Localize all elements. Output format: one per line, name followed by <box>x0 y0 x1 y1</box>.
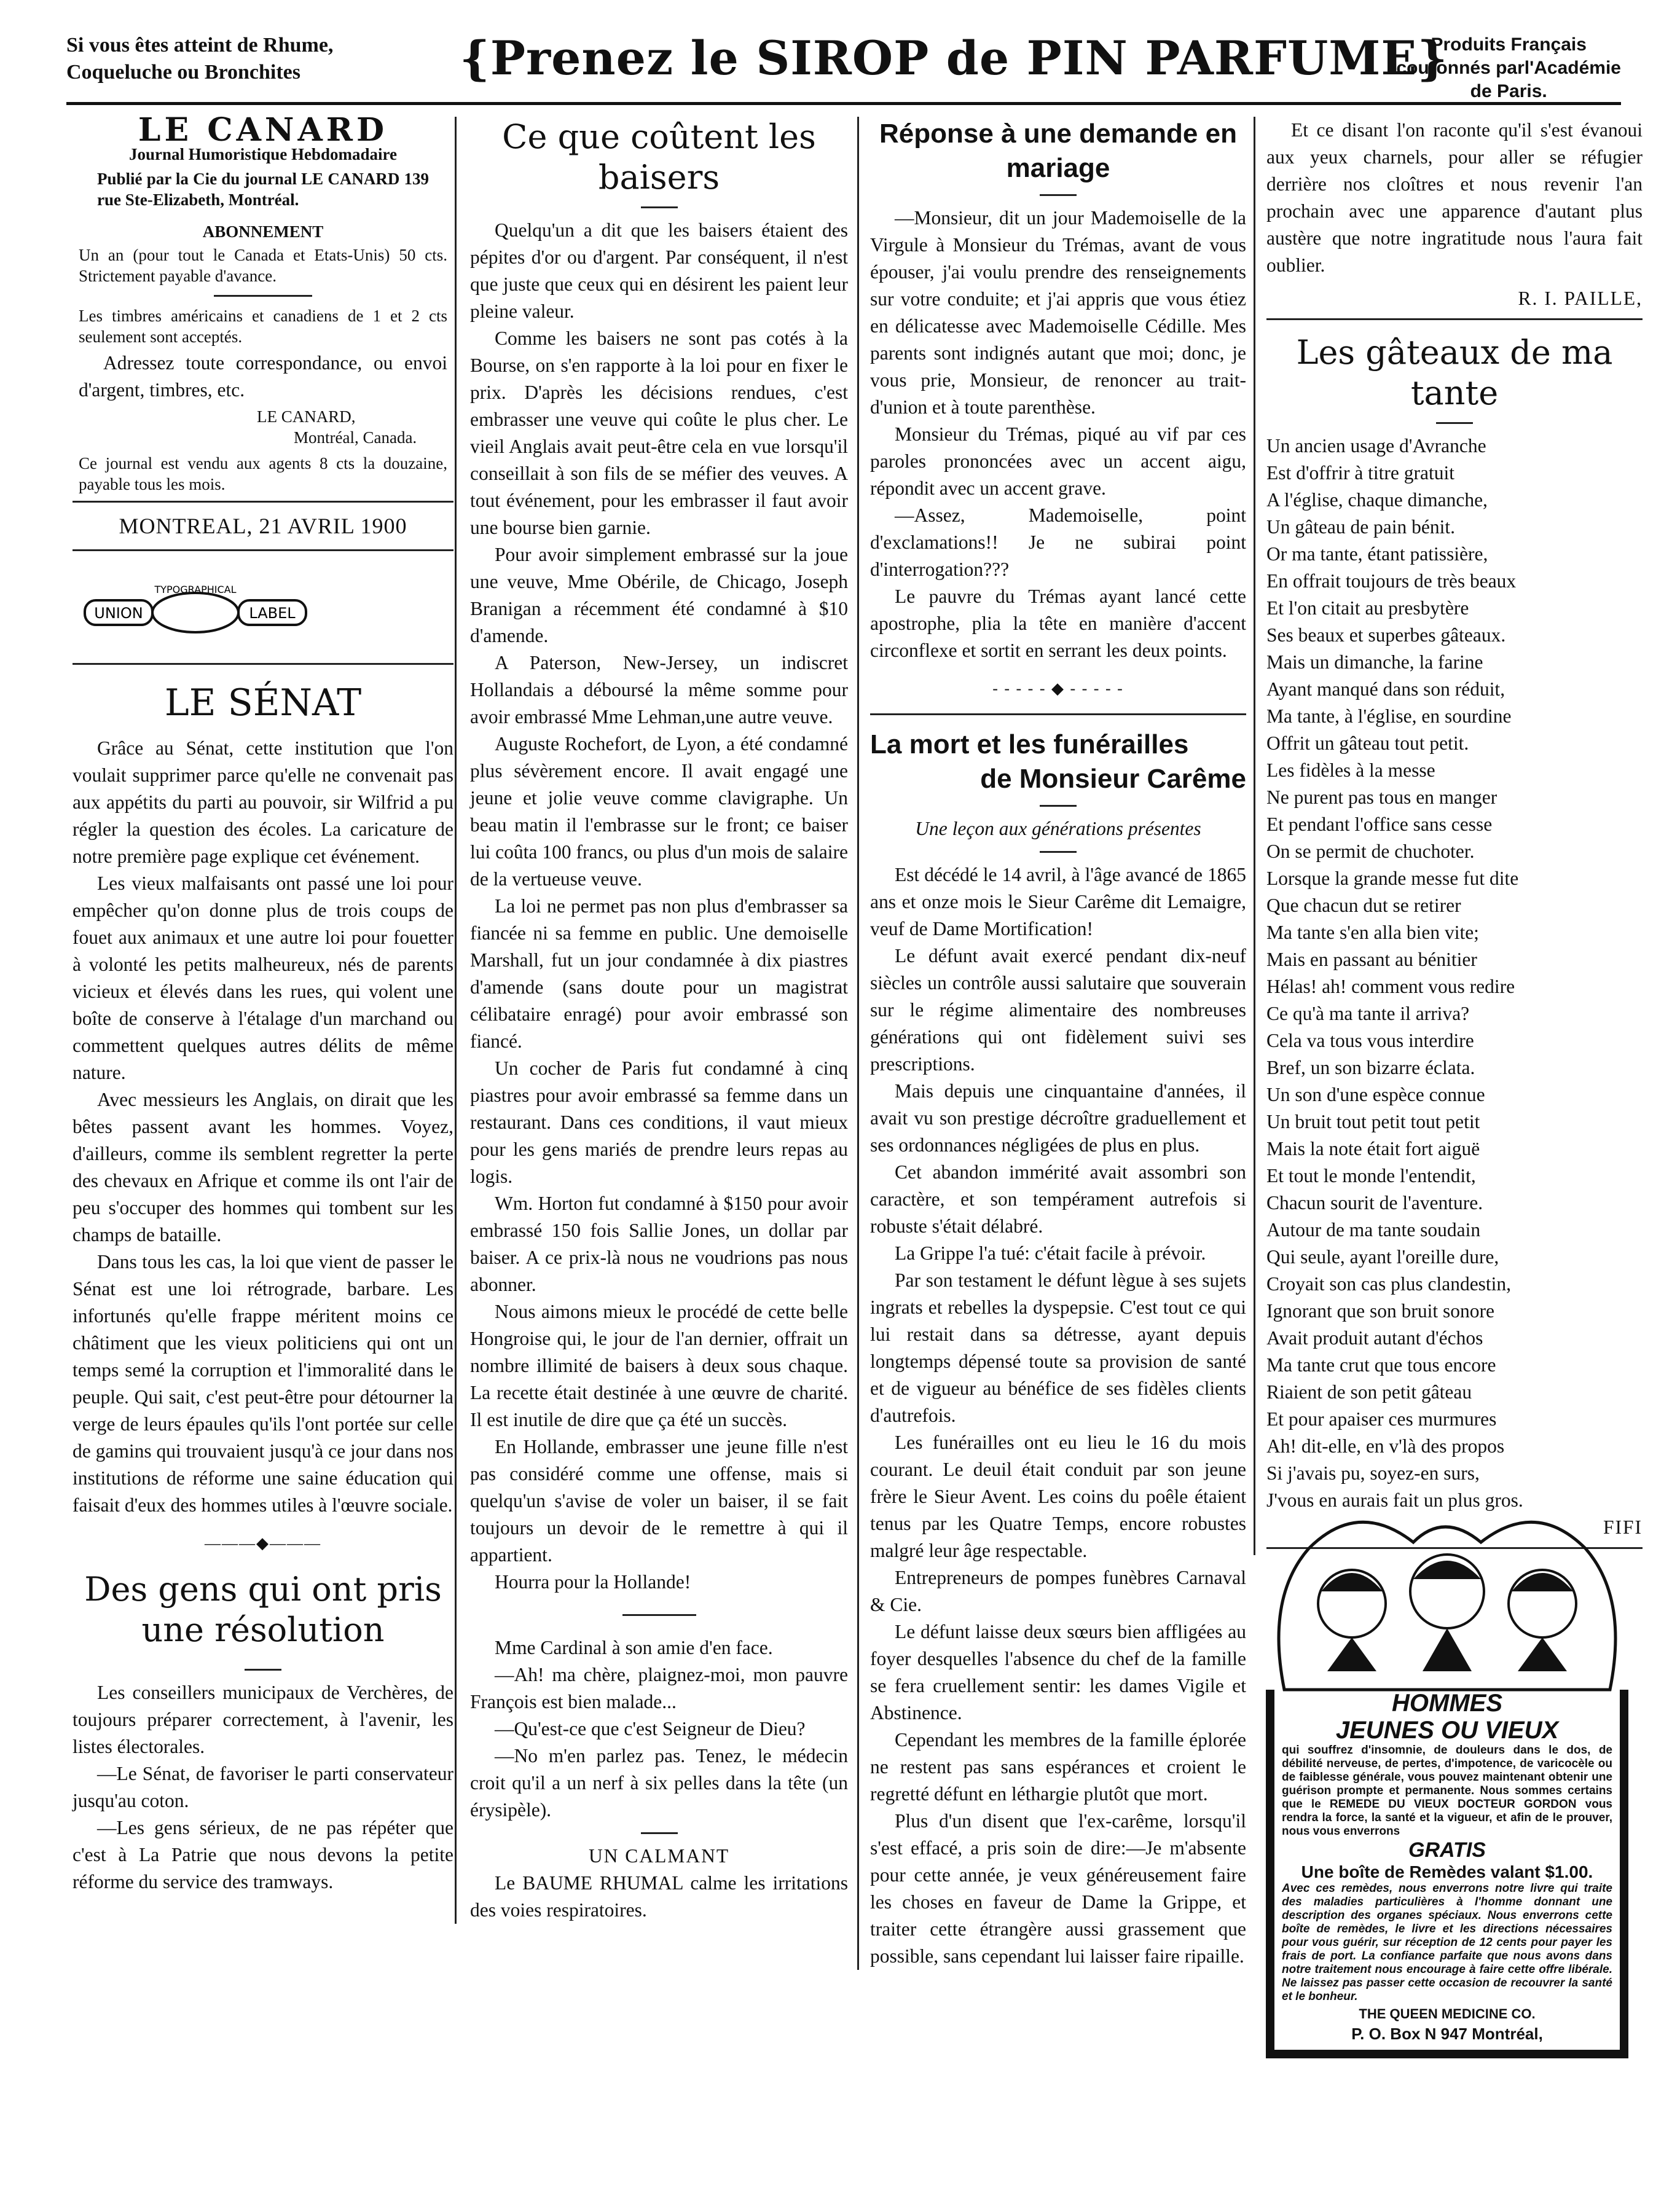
column-2 <box>455 117 848 1924</box>
poem-line: Riaient de son petit gâteau <box>1266 1381 1472 1403</box>
ad-offer: Une boîte de Remèdes valant $1.00. <box>1301 1862 1593 1881</box>
portraits-illustration <box>1260 1487 1635 1720</box>
careme-subtitle: Une leçon aux générations présentes <box>915 818 1201 839</box>
baisers-paragraph: Quelqu'un a dit que les baisers étaient des pépites d'or ou d'argent. Par conséquent, il n'est que juste que ceux qui en désirent les paient leur pleine valeur. <box>470 219 848 322</box>
poem-line: Et tout le monde l'entendit, <box>1266 1165 1476 1186</box>
poem-line: Croyait son cas plus clandestin, <box>1266 1273 1512 1295</box>
label-left-text: UNION <box>94 605 143 622</box>
divider <box>245 1669 281 1671</box>
poem-line: Chacun sourit de l'aventure. <box>1266 1192 1483 1214</box>
divider <box>73 663 453 665</box>
poem-line: Avait produit autant d'échos <box>1266 1327 1483 1349</box>
gateaux-signature: FIFI <box>1603 1516 1643 1538</box>
poem-line: Ma tante crut que tous encore <box>1266 1354 1496 1376</box>
senat-paragraph: Dans tous les cas, la loi que vient de passer le Sénat est une loi rétrograde, barbare. Les infortunés qu'elle frappe méritent moins ce châtiment que les vieux politiciens qui ont un temps semé la corruption et l'immoralité dans le peuple. Qui sait, c'est peut-être pour détourner la verge de leurs épaules qu'ils l'ont portée sur celle de gamins qui trouvaient jusqu'à ce jour dans nos institutions de réforme une saine éducation qui faisait d'eux des hommes utiles à l'œuvre sociale. <box>73 1251 453 1516</box>
baisers-paragraph: Auguste Rochefort, de Lyon, a été condamné plus sévèrement encore. Il avait engagé une jeune et jolie veuve comme clavigraphe. Un beau matin il l'embrasse sur le front; ce baiser lui coûta 100 francs, ou plus d'un mois de salaire de la vertueuse veuve. <box>470 733 848 890</box>
gateaux-title: Les gâteaux de ma tante <box>1296 333 1613 412</box>
correspondence-notice: Adressez toute correspondance, ou envoi d'argent, timbres, etc. <box>79 352 447 401</box>
resolution-paragraph: —Le Sénat, de favoriser le parti conservateur jusqu'au coton. <box>73 1763 453 1811</box>
ad-body-text: qui souffrez d'insomnie, de douleurs dans le dos, de débilité nerveuse, de pertes, d'impotence, de varicocèle ou de faiblesse générale, vous pouvez maintenant obtenir une guérison prompte et permanente. Nous sommes certains que le REMEDE DU VIEUX DOCTEUR GORDON vous rendra la force, la santé et la vigueur, et afin de le prouver, nous vous enverrons <box>1282 1744 1612 1838</box>
baisers-paragraph: Pour avoir simplement embrassé sur la joue une veuve, Mme Obérile, de Chicago, Joseph Branigan a récemment été condamné à $10 d'amende. <box>470 544 848 646</box>
divider <box>622 1614 696 1616</box>
ad-headline-1: HOMMES <box>1392 1690 1502 1717</box>
senat-paragraph: Grâce au Sénat, cette institution que l'on voulait supprimer parce qu'elle ne convenait pas aux appétits du parti au pouvoir, sir Wilfrid a pu régler la question des écoles. La caricature de notre première page explique cet événement. <box>73 737 453 867</box>
senat-paragraph: Les vieux malfaisants ont passé une loi pour empêcher qu'on donne plus de trois coups de fouet aux animaux et une autre loi pour fouetter à volonté les petits malheureux, nés de parents vicieux et élevés dans les rues, qui volent une boîte de conserve à l'étalage d'un marchand ou commettent quelques autres délits de même nature. <box>73 872 453 1083</box>
poem-line: Lorsque la grande messe fut dite <box>1266 868 1519 889</box>
ad-address: P. O. Box N 947 Montréal, <box>1351 2025 1543 2043</box>
poem-line: J'vous en aurais fait un plus gros. <box>1266 1489 1523 1511</box>
careme-paragraph: Par son testament le défunt lègue à ses sujets ingrats et rebelles la dyspepsie. C'est tout ce qui lui restait dans sa détresse, ayant depuis longtemps dépensé toute sa provision de santé et de vigueur au bénéfice de ses fidèles clients d'autrefois. <box>870 1269 1246 1426</box>
poem-line: Ne purent pas tous en manger <box>1266 786 1497 808</box>
careme-paragraph: Cependant les membres de la famille éplorée ne restent pas sans espérances et croient le regretté défunt en léthargie plutôt que mort. <box>870 1729 1246 1805</box>
poem-line: A l'église, chaque dimanche, <box>1266 489 1488 511</box>
poem-line: Ma tante, à l'église, en sourdine <box>1266 705 1512 727</box>
ad-body-text-2: Avec ces remèdes, nous enverrons notre livre qui traite des maladies particulières à l'homme donnant une description des organes spéciaux. Nous enverrons cette boîte de remèdes, le livre et les directions nécessaires pour vous guérir, sur réception de 12 cents pour payer les frais de port. La confiance parfaite que nous avons dans notre traitement nous encourage à faire cette offre libérale. Ne laissez pas passer cette occasion de recouvrer la santé et le bonheur. <box>1282 1882 1612 2003</box>
poem-line: Un bruit tout petit tout petit <box>1266 1111 1480 1132</box>
mariage-paragraph: —Assez, Mademoiselle, point d'exclamations!! Je ne subirai point d'interrogation??? <box>870 504 1246 580</box>
abonnement-heading: ABONNEMENT <box>202 222 324 241</box>
poem-line: Ce qu'à ma tante il arriva? <box>1266 1003 1470 1024</box>
poem-line: Ah! dit-elle, en v'là des propos <box>1266 1435 1505 1457</box>
column-4 <box>1254 117 1643 1555</box>
banner-headline: {Prenez le SIROP de PIN PARFUME} <box>460 31 1448 85</box>
label-top-text: TYPOGRAPHICAL <box>154 584 237 595</box>
divider <box>73 549 453 551</box>
poem-line: Et pour apaiser ces murmures <box>1266 1408 1497 1430</box>
baisers-paragraph: Nous aimons mieux le procédé de cette belle Hongroise qui, le jour de l'an dernier, offrait un nombre illimité de baisers à deux sous chaque. La recette était destinée à une œuvre de charité. Il est inutile de dire que ça été un succès. <box>470 1301 848 1430</box>
poem-line: Un ancien usage d'Avranche <box>1266 435 1486 457</box>
ad-company: THE QUEEN MEDICINE CO. <box>1359 2006 1536 2021</box>
poem-line: Bref, un son bizarre éclata. <box>1266 1057 1475 1078</box>
divider <box>870 713 1246 715</box>
poem-line: Ses beaux et superbes gâteaux. <box>1266 624 1506 646</box>
calmant-title: UN CALMANT <box>588 1845 730 1867</box>
medicine-advertisement <box>1260 1487 1635 2064</box>
baisers-paragraph: Un cocher de Paris fut condamné à cinq piastres pour avoir embrassé sa femme dans un restaurant. Dans ces conditions, il vaut mieux pour les gens mariés de prendre leurs repas au logis. <box>470 1057 848 1187</box>
poem-line: Autour de ma tante soudain <box>1266 1219 1481 1241</box>
abonnement-text: Un an (pour tout le Canada et Etats-Unis) 50 cts. Strictement payable d'avance. <box>79 246 447 285</box>
divider <box>1266 318 1643 320</box>
stamps-notice: Les timbres américains et canadiens de 1 et 2 cts seulement sont acceptés. <box>79 307 447 346</box>
divider <box>1436 422 1473 424</box>
union-label-logo <box>73 576 318 637</box>
baisers-paragraph: En Hollande, embrasser une jeune fille n'est pas considéré comme une offense, mais si quelqu'un s'avise de voler un baiser, il se fait toujours un devoir de le remettre à qui il appartient. <box>470 1436 848 1566</box>
careme-paragraph: Le défunt laisse deux sœurs bien affligées au foyer desquelles l'absence du chef de la famille se fera cruellement sentir: les dames Vigile et Abstinence. <box>870 1621 1246 1723</box>
careme-paragraph: Mais depuis une cinquantaine d'années, il avait vu son prestige décroître graduellement et ses ordonnances négligées de plus en plus. <box>870 1080 1246 1156</box>
poem-line: Un son d'une espèce connue <box>1266 1084 1485 1105</box>
poem-line: Les fidèles à la messe <box>1266 759 1435 781</box>
baisers-paragraph: Hourra pour la Hollande! <box>495 1571 691 1593</box>
mariage-paragraph: —Monsieur, dit un jour Mademoiselle de la Virgule à Monsieur du Trémas, avant de vous épouser, j'ai voulu prendre des renseignements sur votre conduite; et j'ai appris que vous étiez en délicatesse avec Mademoiselle Cédille. Mes parents sont indignés autant que moi; donc, je vous prie, Monsieur, de renoncer au trait-d'union et à toute parenthèse. <box>870 207 1246 418</box>
cardinal-paragraph: —Qu'est-ce que c'est Seigneur de Dieu? <box>495 1718 806 1739</box>
ad-body-frame <box>1266 1690 1628 2058</box>
ornament-divider: - - - - - ◆ - - - - - <box>992 680 1124 697</box>
address-line-2: Montréal, Canada. <box>294 428 417 447</box>
poem-line: Mais en passant au bénitier <box>1266 949 1477 970</box>
baisers-paragraph: A Paterson, New-Jersey, un indiscret Hollandais a déboursé la même somme pour avoir embrassé Mme Lehman,une autre veuve. <box>470 652 848 727</box>
gateaux-poem <box>1266 433 1643 1514</box>
label-right-text: LABEL <box>249 605 296 622</box>
masthead-subtitle: Journal Humoristique Hebdomadaire <box>128 145 398 163</box>
poem-line: Or ma tante, étant patissière, <box>1266 543 1488 565</box>
poem-line: Ayant manqué dans son réduit, <box>1266 678 1505 700</box>
careme-paragraph: Est décédé le 14 avril, à l'âge avancé de 1865 ans et onze mois le Sieur Carême dit Lemaigre, veuf de Dame Mortification! <box>870 864 1246 939</box>
banner-left-text: Si vous êtes atteint de Rhume, Coqueluche ou Bronchites <box>66 34 334 84</box>
poem-line: Un gâteau de pain bénit. <box>1266 516 1456 538</box>
baisers-title: Ce que coûtent les baisers <box>502 117 816 197</box>
cardinal-paragraph: —No m'en parlez pas. Tenez, le médecin croit qu'il a un nerf à six pelles dans la tête (un érysipèle). <box>470 1745 848 1821</box>
careme-paragraph: Cet abandon immérité avait assombri son caractère, et son tempérament autrefois si robuste s'était délabré. <box>870 1161 1246 1237</box>
careme-paragraph: Entrepreneurs de pompes funèbres Carnaval & Cie. <box>870 1567 1246 1615</box>
divider <box>1040 805 1077 807</box>
divider <box>73 501 453 503</box>
poem-line: On se permit de chuchoter. <box>1266 841 1475 862</box>
address-line-1: LE CANARD, <box>257 407 356 426</box>
poem-line: Est d'offrir à titre gratuit <box>1266 462 1455 484</box>
poem-line: En offrait toujours de très beaux <box>1266 570 1517 592</box>
divider <box>1040 194 1077 196</box>
careme-paragraph: Et ce disant l'on raconte qu'il s'est évanoui aux yeux charnels, pour aller se réfugier derrière nos cloîtres et nous revenir l'an prochain avec une apparence d'autant plus austère que notre ingratitude nous l'aura fait oublier. <box>1266 119 1643 276</box>
newspaper-masthead: LE CANARD <box>138 111 388 149</box>
poem-line: Mais un dimanche, la farine <box>1266 651 1483 673</box>
baisers-paragraph: Wm. Horton fut condamné à $150 pour avoir embrassé 150 fois Sallie Jones, un dollar par baiser. A ce prix-là nous ne voudrions pas nous abonner. <box>470 1193 848 1295</box>
mariage-paragraph: Le pauvre du Trémas ayant lancé cette apostrophe, plia la tête en manière d'accent circonflexe et sortit en serrant les deux points. <box>870 586 1246 661</box>
senat-paragraph: Avec messieurs les Anglais, on dirait que les bêtes passent avant les hommes. Voyez, d'ailleurs, comme ils semblent regretter la perte des chevaux en Afrique et comme ils ont l'air de peu s'occuper des hommes qui tombent sur les champs de bataille. <box>73 1089 453 1245</box>
issue-date: MONTREAL, 21 AVRIL 1900 <box>119 514 407 538</box>
top-advertisement-banner <box>66 28 1621 105</box>
agents-notice: Ce journal est vendu aux agents 8 cts la douzaine, payable tous les mois. <box>79 454 447 493</box>
careme-paragraph: Le défunt avait exercé pendant dix-neuf siècles un contrôle aussi salutaire que souverain sur le régime alimentaire des nombreuses générations qui ont fidèlement suivi ses prescriptions. <box>870 945 1246 1075</box>
mariage-paragraph: Monsieur du Trémas, piqué au vif par ces paroles prononcées avec un accent aigu, répondit avec un accent grave. <box>870 423 1246 499</box>
calmant-text: Le BAUME RHUMAL calme les irritations des voies respiratoires. <box>470 1872 848 1921</box>
senat-title: LE SÉNAT <box>164 681 362 724</box>
poem-line: Cela va tous vous interdire <box>1266 1030 1474 1051</box>
poem-line: Hélas! ah! comment vous redire <box>1266 976 1515 997</box>
careme-paragraph: Les funérailles ont eu lieu le 16 du mois courant. Le deuil était conduit par son jeune frère le Sieur Avent. Les coins du poêle étaient tenus par les Quatre Temps, encore robustes malgré leur âge respectable. <box>870 1432 1246 1561</box>
resolution-paragraph: —Les gens sérieux, de ne pas répéter que c'est à La Patrie que nous devons la petite réforme du service des tramways. <box>73 1817 453 1892</box>
divider <box>641 206 678 208</box>
divider <box>1040 851 1077 853</box>
cardinal-paragraph: Mme Cardinal à son amie d'en face. <box>495 1637 773 1658</box>
baisers-paragraph: Comme les baisers ne sont pas cotés à la Bourse, on s'en rapporte à la loi pour en fixer le prix. D'après les décisions rendues, c'est embrasser une veuve qui coûte le plus cher. Le vieil Anglais avait peut-être cela en vue lorsqu'il conseillait à son fils de se méfier des veuves. A tout événement, pour les embrasser il faut avoir une bourse bien garnie. <box>470 327 848 538</box>
ad-gratis: GRATIS <box>1408 1838 1486 1862</box>
poem-line: Offrit un gâteau tout petit. <box>1266 732 1469 754</box>
careme-paragraph: La Grippe l'a tué: c'était facile à prévoir. <box>895 1242 1206 1264</box>
poem-line: Qui seule, ayant l'oreille dure, <box>1266 1246 1499 1268</box>
careme-title-line-2: de Monsieur Carême <box>980 764 1246 794</box>
poem-line: Mais la note était fort aiguë <box>1266 1138 1480 1159</box>
resolution-title: Des gens qui ont pris une résolution <box>84 1570 442 1649</box>
poem-line: Que chacun dut se retirer <box>1266 895 1461 916</box>
divider <box>214 295 312 297</box>
divider <box>641 1832 678 1834</box>
cardinal-paragraph: —Ah! ma chère, plaignez-moi, mon pauvre François est bien malade... <box>470 1664 848 1712</box>
careme-signature: R. I. PAILLE, <box>1518 288 1643 309</box>
column-1 <box>73 111 453 1896</box>
resolution-paragraph: Les conseillers municipaux de Verchères, de toujours préparer correctement, à l'avenir, les listes électorales. <box>73 1682 453 1757</box>
careme-title-line-1: La mort et les funérailles <box>870 729 1189 759</box>
ornament-divider: ———◆——— <box>205 1534 321 1552</box>
poem-line: Et pendant l'office sans cesse <box>1266 814 1493 835</box>
poem-line: Et l'on citait au presbytère <box>1266 597 1469 619</box>
careme-paragraph: Plus d'un disent que l'ex-carême, lorsqu'il s'est effacé, a pris soin de dire:—Je m'absente pour cette année, je veux généreusement faire les choses en faveur de Dame la Grippe, et traiter cette étrangère aussi grassement que possible, sans cependant lui laisser faire ripaille. <box>870 1810 1246 1967</box>
poem-line: Ma tante s'en alla bien vite; <box>1266 922 1479 943</box>
publisher-info: Publié par la Cie du journal LE CANARD 139 rue Ste-Elizabeth, Montréal. <box>97 170 429 209</box>
mariage-title: Réponse à une demande en mariage <box>879 119 1237 183</box>
poem-line: Si j'avais pu, soyez-en surs, <box>1266 1462 1480 1484</box>
baisers-paragraph: La loi ne permet pas non plus d'embrasser sa fiancée ni sa femme en public. Une demoiselle Marshall, fut un jour condamnée à dix piastres d'amende (sans doute pour un magistrat célibataire enragé) pour avoir embrassé son fiancé. <box>470 895 848 1052</box>
banner-right-text: Produits Français couronnés parl'Académie de Paris. <box>1396 34 1621 101</box>
ad-headline-2: JEUNES OU VIEUX <box>1335 1717 1559 1744</box>
column-3 <box>857 117 1246 1970</box>
poem-line: Ignorant que son bruit sonore <box>1266 1300 1494 1322</box>
